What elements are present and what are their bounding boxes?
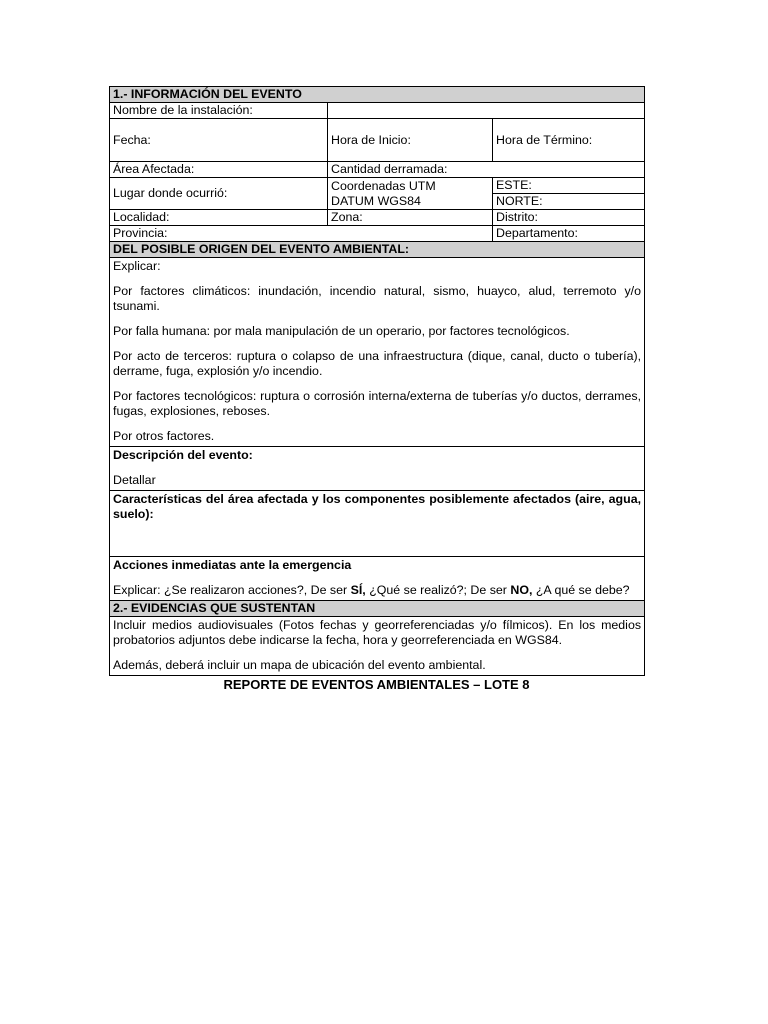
section-2-header: 2.- EVIDENCIAS QUE SUSTENTAN: [110, 601, 645, 617]
description-block: [110, 447, 645, 491]
coordinates-label: [328, 178, 493, 210]
spilled-amount-field[interactable]: Cantidad derramada:: [328, 162, 645, 178]
coordinates-line-1: Coordenadas UTM: [331, 178, 436, 193]
actions-explain: [113, 583, 641, 598]
origin-block: [110, 258, 645, 447]
actions-no: NO,: [510, 583, 533, 597]
actions-label: Acciones inmediatas ante la emergencia: [113, 558, 352, 572]
department-field[interactable]: Departamento:: [493, 226, 645, 242]
end-time-field[interactable]: Hora de Término:: [493, 119, 645, 162]
origin-technological: Por factores tecnológicos: ruptura o corrosión interna/externa de tuberías y/o ductos, derrames, fugas, explosiones, reboses.: [113, 389, 642, 418]
origin-climatic: Por factores climáticos: inundación, incendio natural, sismo, huayco, alud, terremoto y/o tsunami.: [113, 284, 642, 313]
date-field[interactable]: Fecha:: [110, 119, 328, 162]
description-detail: Detallar: [113, 473, 156, 487]
origin-header: DEL POSIBLE ORIGEN DEL EVENTO AMBIENTAL:: [110, 242, 645, 258]
district-field[interactable]: Distrito:: [493, 210, 645, 226]
actions-explain-prefix: Explicar: ¿Se realizaron acciones?, De ser: [113, 583, 351, 597]
zone-field[interactable]: Zona:: [328, 210, 493, 226]
origin-other: Por otros factores.: [113, 429, 215, 443]
place-field[interactable]: Lugar donde ocurrió:: [110, 178, 328, 210]
evidence-map: Además, deberá incluir un mapa de ubicación del evento ambiental.: [113, 658, 486, 672]
origin-third-party: Por acto de terceros: ruptura o colapso de una infraestructura (dique, canal, ducto o tubería), derrame, fuga, explosión y/o incendio.: [113, 349, 642, 378]
affected-area-field[interactable]: Área Afectada:: [110, 162, 328, 178]
actions-yes: SÍ,: [350, 583, 366, 597]
section-1-header: 1.- INFORMACIÓN DEL EVENTO: [110, 87, 645, 103]
east-field[interactable]: ESTE:: [493, 178, 645, 194]
actions-explain-suffix: ¿A qué se debe?: [532, 583, 630, 597]
facility-name-label: Nombre de la instalación:: [110, 103, 328, 119]
facility-name-field[interactable]: [328, 103, 645, 119]
locality-field[interactable]: Localidad:: [110, 210, 328, 226]
province-field[interactable]: Provincia:: [110, 226, 493, 242]
characteristics-block: [110, 491, 645, 557]
coordinates-line-2: DATUM WGS84: [331, 193, 421, 208]
description-label: Descripción del evento:: [113, 448, 253, 462]
evidence-block: [110, 617, 645, 676]
north-field[interactable]: NORTE:: [493, 194, 645, 210]
origin-explain: Explicar:: [113, 259, 161, 273]
actions-explain-mid: ¿Qué se realizó?; De ser: [365, 583, 511, 597]
actions-block: [110, 557, 645, 601]
report-title: REPORTE DE EVENTOS AMBIENTALES – LOTE 8: [223, 677, 530, 692]
origin-human: Por falla humana: por mala manipulación de un operario, por factores tecnológicos.: [113, 324, 570, 338]
characteristics-label: Características del área afectada y los componentes posiblemente afectados (aire, agua, suelo):: [113, 492, 642, 521]
event-report-form: [109, 86, 645, 676]
start-time-field[interactable]: Hora de Inicio:: [328, 119, 493, 162]
evidence-media: Incluir medios audiovisuales (Fotos fechas y georreferenciadas y/o fílmicos). En los medios probatorios adjuntos debe indicarse la fecha, hora y georreferenciada en WGS84.: [113, 618, 642, 647]
